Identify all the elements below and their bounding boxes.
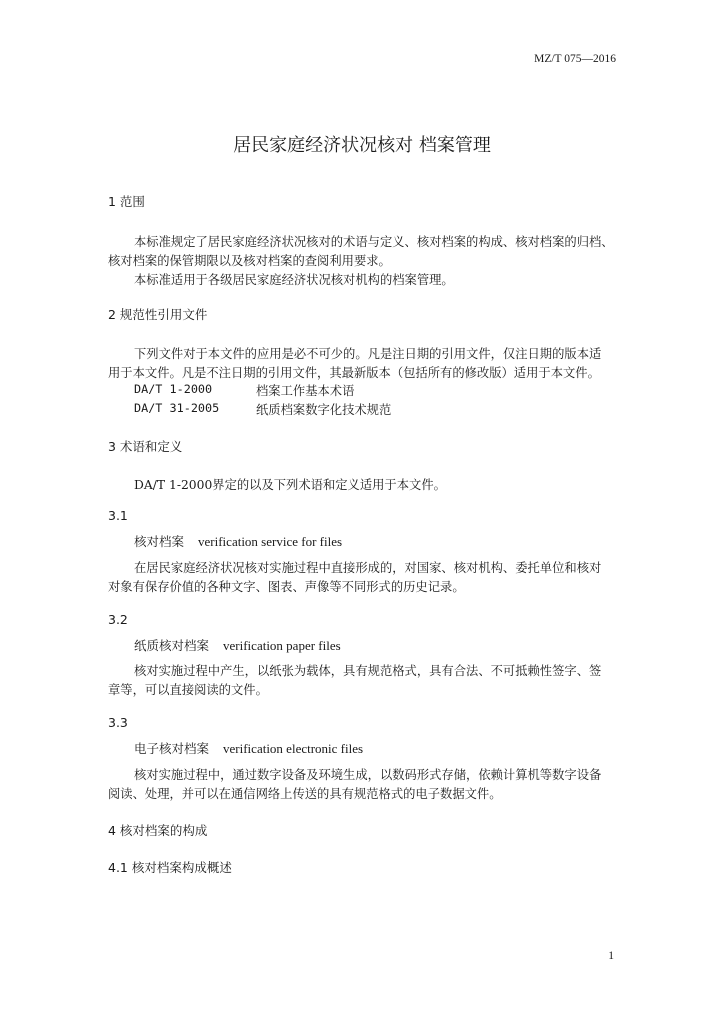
term-definition-line: 在居民家庭经济状况核对实施过程中直接形成的，对国家、核对机构、委托单位和核对 — [134, 561, 602, 575]
term-zh: 电子核对档案 — [134, 741, 210, 756]
standard-code: MZ/T 075—2016 — [534, 53, 616, 65]
term-en: verification paper files — [223, 638, 341, 653]
reference-name: 档案工作基本术语 — [256, 384, 355, 398]
term-title — [134, 532, 342, 550]
page-number: 1 — [608, 950, 614, 962]
term-en: verification service for files — [198, 534, 343, 549]
section-3-heading: 3 术语和定义 — [108, 439, 183, 454]
term-zh: 纸质核对档案 — [134, 638, 210, 653]
section-2-paragraph-line: 用于本文件。凡是不注日期的引用文件，其最新版本（包括所有的修改版）适用于本文件。 — [108, 366, 600, 380]
term-definition-line: 核对实施过程中产生，以纸张为载体，具有规范格式，具有合法、不可抵赖性签字、签 — [134, 664, 602, 678]
reference-code: DA/T 31-2005 — [134, 401, 220, 415]
term-definition-line: 阅读、处理，并可以在通信网络上传送的具有规范格式的电子数据文件。 — [108, 787, 502, 801]
term-number: 3.3 — [108, 715, 128, 730]
term-definition-line: 对象有保存价值的各种文字、图表、声像等不同形式的历史记录。 — [108, 580, 465, 594]
term-number: 3.2 — [108, 612, 128, 627]
section-4-1-heading: 4.1 核对档案构成概述 — [108, 860, 232, 875]
section-1-paragraph-line: 核对档案的保管期限以及核对档案的查阅利用要求。 — [108, 254, 391, 268]
term-en: verification electronic files — [223, 741, 364, 756]
section-1-paragraph-line: 本标准规定了居民家庭经济状况核对的术语与定义、核对档案的构成、核对档案的归档、 — [134, 235, 614, 249]
term-title — [134, 739, 363, 757]
section-2-paragraph-line: 下列文件对于本文件的应用是必不可少的。凡是注日期的引用文件，仅注日期的版本适 — [134, 347, 602, 361]
term-number: 3.1 — [108, 508, 128, 523]
section-3-intro: DA/T 1-2000界定的以及下列术语和定义适用于本文件。 — [134, 478, 446, 492]
term-definition-line: 章等，可以直接阅读的文件。 — [108, 683, 268, 697]
section-1-heading: 1 范围 — [108, 194, 145, 209]
section-2-heading: 2 规范性引用文件 — [108, 307, 208, 322]
term-title — [134, 636, 341, 654]
section-1-scope-paragraph: 本标准适用于各级居民家庭经济状况核对机构的档案管理。 — [134, 273, 454, 287]
reference-code: DA/T 1-2000 — [134, 382, 213, 396]
reference-name: 纸质档案数字化技术规范 — [256, 403, 392, 417]
document-title: 居民家庭经济状况核对 档案管理 — [233, 135, 491, 156]
term-zh: 核对档案 — [134, 534, 185, 549]
term-definition-line: 核对实施过程中，通过数字设备及环境生成，以数码形式存储，依赖计算机等数字设备 — [134, 768, 602, 782]
section-4-heading: 4 核对档案的构成 — [108, 823, 208, 838]
